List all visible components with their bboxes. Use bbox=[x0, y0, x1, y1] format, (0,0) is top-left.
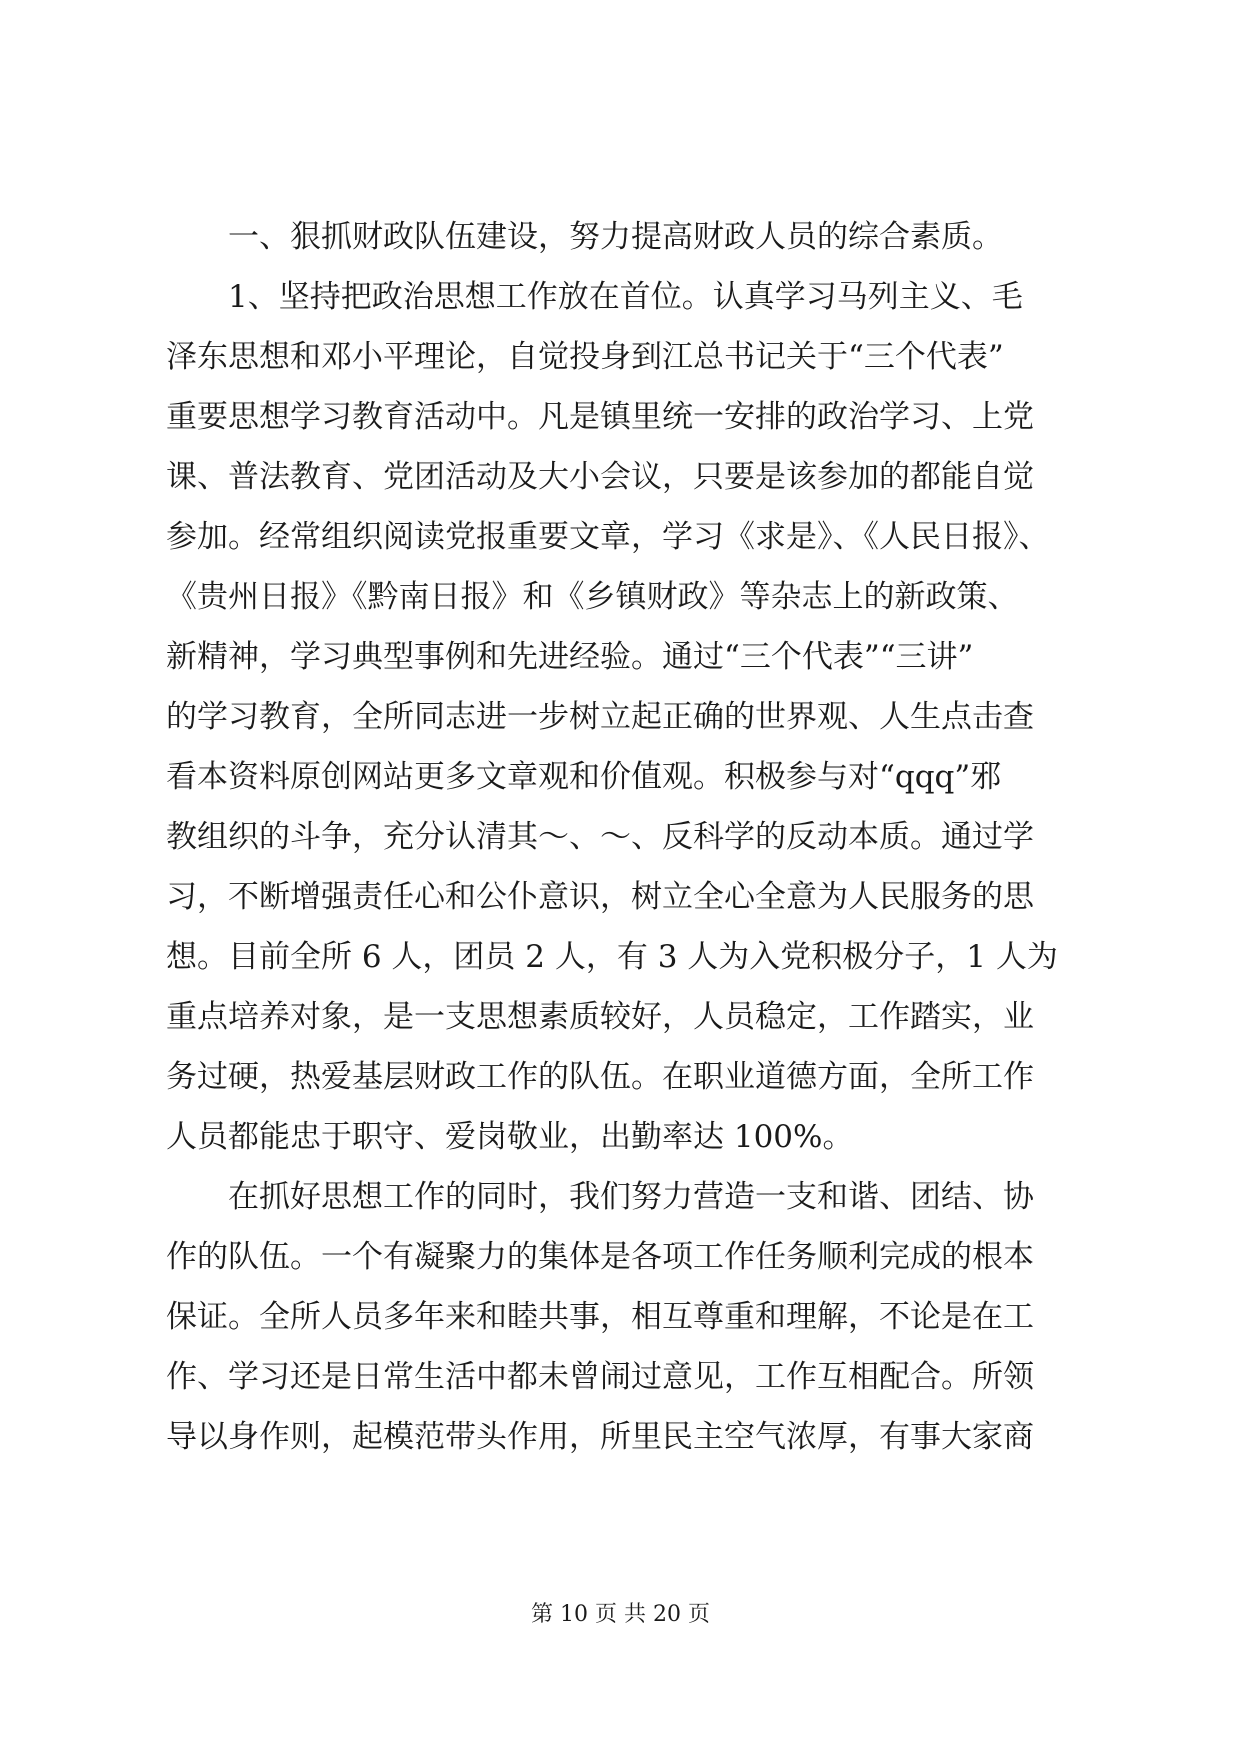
body-line-20: 作、学习还是日常生活中都未曾闹过意见，工作互相配合。所领 bbox=[166, 1359, 1034, 1395]
body-line-3: 泽东思想和邓小平理论，自觉投身到江总书记关于“三个代表” bbox=[166, 339, 1004, 375]
body-line-15: 务过硬，热爱基层财政工作的队伍。在职业道德方面，全所工作 bbox=[166, 1059, 1034, 1095]
body-line-10: 看本资料原创网站更多文章观和价值观。积极参与对“qqq”邪 bbox=[166, 759, 1002, 795]
body-line-4: 重要思想学习教育活动中。凡是镇里统一安排的政治学习、上党 bbox=[166, 399, 1034, 435]
body-line-19: 保证。全所人员多年来和睦共事，相互尊重和理解，不论是在工 bbox=[166, 1299, 1034, 1335]
body-line-8: 新精神，学习典型事例和先进经验。通过“三个代表”“三讲” bbox=[166, 639, 974, 675]
body-line-21: 导以身作则，起模范带头作用，所里民主空气浓厚，有事大家商 bbox=[166, 1419, 1034, 1455]
body-line-18: 作的队伍。一个有凝聚力的集体是各项工作任务顺利完成的根本 bbox=[166, 1239, 1034, 1275]
body-line-17: 在抓好思想工作的同时，我们努力营造一支和谐、团结、协 bbox=[166, 1179, 1034, 1215]
body-line-11: 教组织的斗争，充分认清其～、～、反科学的反动本质。通过学 bbox=[166, 819, 1034, 855]
body-line-16: 人员都能忠于职守、爱岗敬业，出勤率达 100%。 bbox=[166, 1119, 854, 1155]
body-line-6: 参加。经常组织阅读党报重要文章，学习《求是》、《人民日报》、 bbox=[166, 519, 1050, 555]
body-line-5: 课、普法教育、党团活动及大小会议，只要是该参加的都能自觉 bbox=[166, 459, 1034, 495]
body-line-14: 重点培养对象，是一支思想素质较好，人员稳定，工作踏实，业 bbox=[166, 999, 1034, 1035]
body-line-9: 的学习教育，全所同志进一步树立起正确的世界观、人生点击查 bbox=[166, 699, 1034, 735]
page-footer: 第 10 页 共 20 页 bbox=[531, 1602, 710, 1627]
body-line-12: 习，不断增强责任心和公仆意识，树立全心全意为人民服务的思 bbox=[166, 879, 1034, 915]
body-line-1: 一、狠抓财政队伍建设，努力提高财政人员的综合素质。 bbox=[166, 219, 1003, 255]
body-line-2: 1、坚持把政治思想工作放在首位。认真学习马列主义、毛 bbox=[166, 279, 1023, 315]
body-line-7: 《贵州日报》《黔南日报》和《乡镇财政》等杂志上的新政策、 bbox=[166, 579, 1019, 615]
body-line-13: 想。目前全所 6 人，团员 2 人，有 3 人为入党积极分子，1 人为 bbox=[166, 939, 1058, 975]
